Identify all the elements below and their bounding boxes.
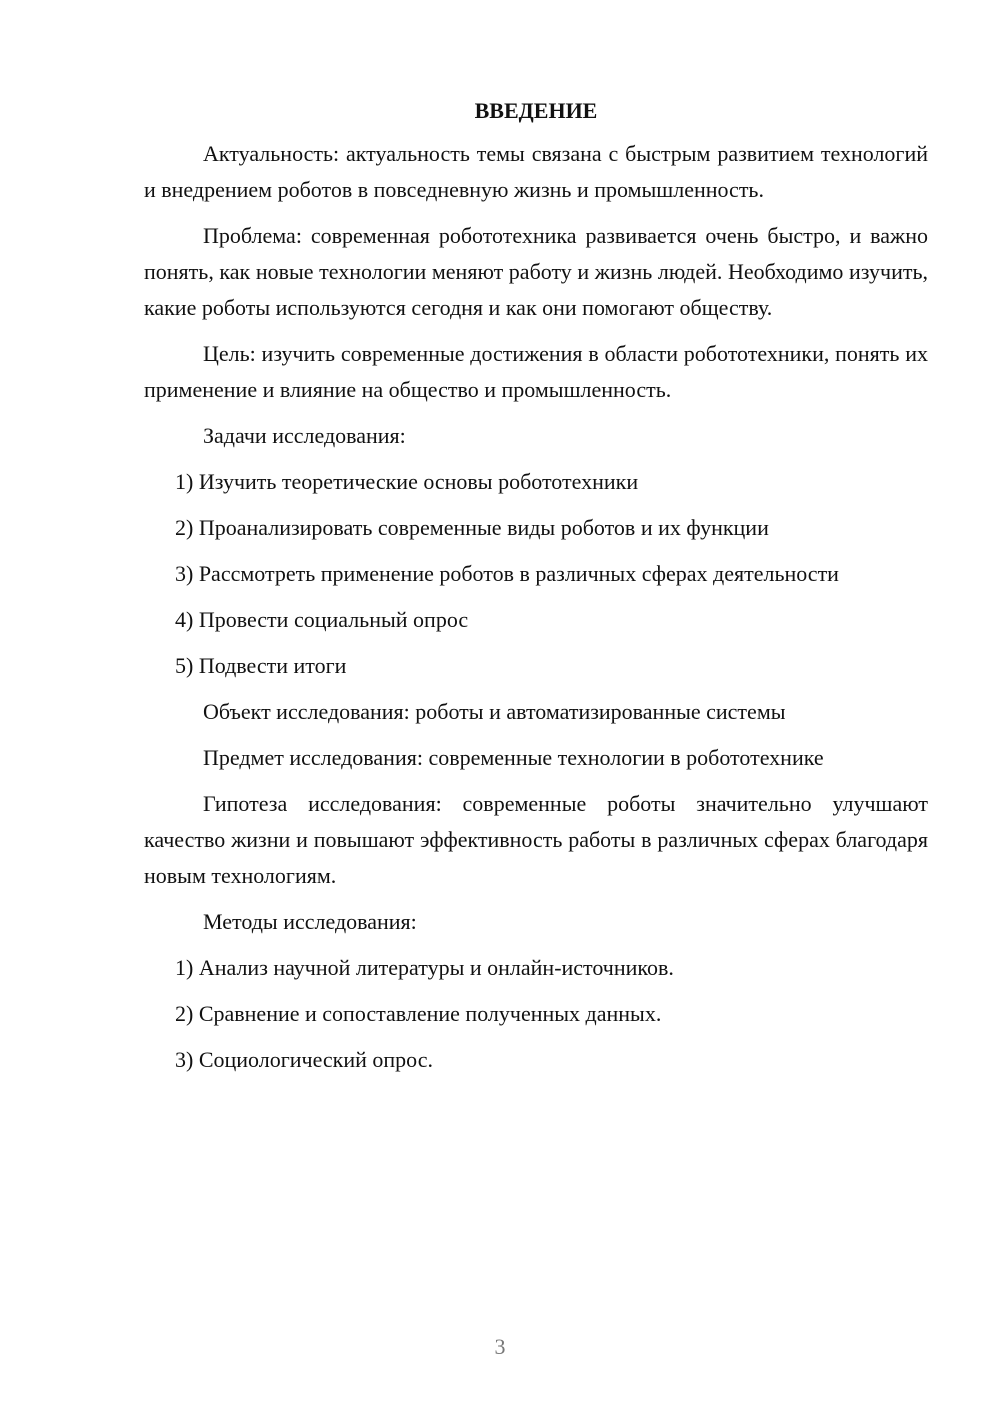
method-item-1: 1) Анализ научной литературы и онлайн-источников. [175, 955, 674, 980]
object-paragraph: Объект исследования: роботы и автоматизированные системы [203, 699, 786, 724]
method-item-2: 2) Сравнение и сопоставление полученных данных. [175, 1001, 662, 1026]
task-item-3: 3) Рассмотреть применение роботов в различных сферах деятельности [175, 561, 839, 586]
methods-heading: Методы исследования: [203, 909, 417, 934]
task-item-4: 4) Провести социальный опрос [175, 607, 469, 632]
goal-paragraph: Цель: изучить современные достижения в области робототехники, понять их применение и влияние на общество и промышленность. [144, 341, 928, 402]
subject-paragraph: Предмет исследования: современные технологии в робототехнике [203, 745, 824, 770]
hypothesis-paragraph: Гипотеза исследования: современные роботы значительно улучшают качество жизни и повышают эффективность работы в различных сферах благодаря новым технологиям. [144, 791, 928, 888]
method-item-3: 3) Социологический опрос. [175, 1047, 433, 1072]
task-item-5: 5) Подвести итоги [175, 653, 347, 678]
task-item-2: 2) Проанализировать современные виды роботов и их функции [175, 515, 769, 540]
page-title: ВВЕДЕНИЕ [474, 98, 598, 123]
relevance-paragraph: Актуальность: актуальность темы связана с быстрым развитием технологий и внедрением роботов в повседневную жизнь и промышленность. [144, 141, 928, 202]
tasks-heading: Задачи исследования: [203, 423, 406, 448]
problem-paragraph: Проблема: современная робототехника развивается очень быстро, и важно понять, как новые технологии меняют работу и жизнь людей. Необходимо изучить, какие роботы используются сегодня и как они помогают обществу. [144, 223, 928, 320]
page-number: 3 [494, 1334, 506, 1359]
page-content [144, 96, 928, 1088]
task-item-1: 1) Изучить теоретические основы робототехники [175, 469, 639, 494]
